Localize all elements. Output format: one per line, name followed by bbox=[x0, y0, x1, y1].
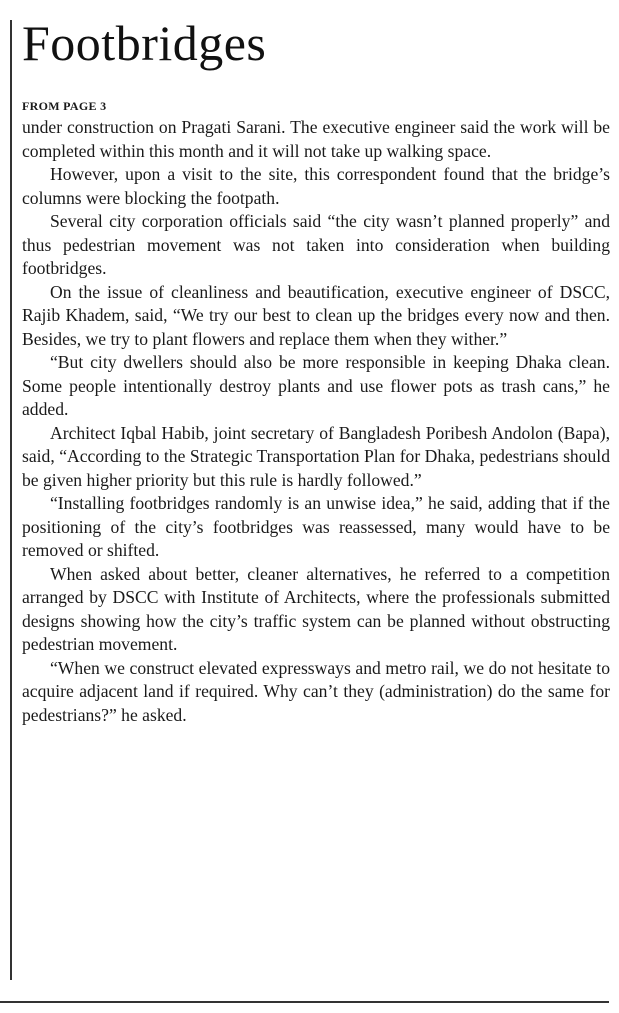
paragraph: When asked about better, cleaner alternatives, he referred to a competition arranged by DSCC with Institute of Architects, where the professionals submitted designs showing how the city’s traffic system can be planned without obstructing pedestrian movement. bbox=[22, 563, 610, 654]
paragraph: Several city corporation officials said “the city wasn’t planned properly” and thus pedestrian movement was not taken into consideration when building footbridges. bbox=[22, 211, 610, 278]
jump-label: FROM PAGE 3 bbox=[22, 99, 107, 113]
article-body bbox=[22, 116, 610, 727]
paragraph: On the issue of cleanliness and beautification, executive engineer of DSCC, Rajib Khadem, said, “We try our best to clean up the bridges every now and then. Besides, we try to plant flowers and replace them when they wither.” bbox=[22, 281, 610, 349]
paragraph: “When we construct elevated expressways and metro rail, we do not hesitate to acquire adjacent land if required. Why can’t they (administration) do the same for pedestrians?” he asked. bbox=[22, 657, 610, 725]
column-left-rule bbox=[10, 20, 12, 980]
paragraph: “But city dwellers should also be more responsible in keeping Dhaka clean. Some people intentionally destroy plants and use flower pots as trash cans,” he added. bbox=[22, 352, 610, 419]
headline: Footbridges bbox=[22, 15, 267, 71]
news-article bbox=[22, 10, 610, 727]
paragraph: Architect Iqbal Habib, joint secretary of Bangladesh Poribesh Andolon (Bapa), said, “According to the Strategic Transportation Plan for Dhaka, pedestrians should be given higher priority but this rule is hardly followed.” bbox=[22, 422, 610, 490]
paragraph: However, upon a visit to the site, this correspondent found that the bridge’s columns were blocking the footpath. bbox=[22, 164, 610, 208]
paragraph: under construction on Pragati Sarani. The executive engineer said the work will be completed within this month and it will not take up walking space. bbox=[22, 117, 610, 161]
bottom-rule bbox=[0, 1001, 609, 1003]
paragraph: “Installing footbridges randomly is an unwise idea,” he said, adding that if the positioning of the city’s footbridges was reassessed, many would have to be removed or shifted. bbox=[22, 493, 610, 560]
